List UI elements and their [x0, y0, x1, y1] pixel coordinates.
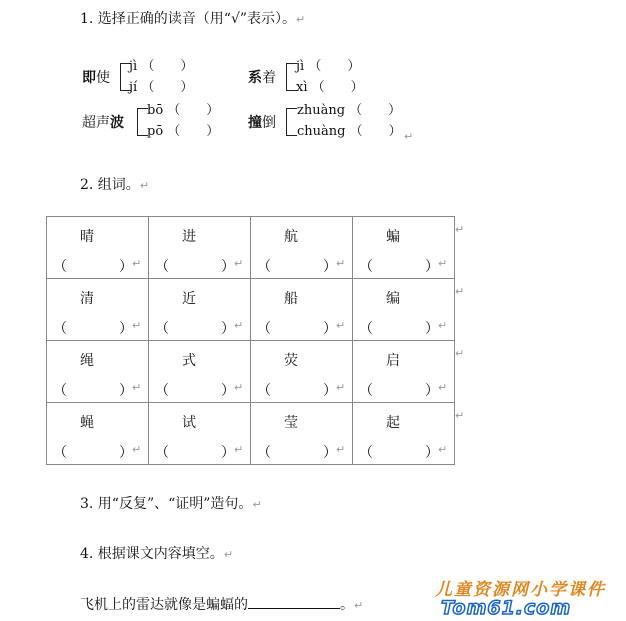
table-row: [47, 403, 455, 465]
q3-title: 3. 用“反复”、“证明”造句。↵: [80, 496, 262, 512]
paragraph-mark-icon: ↵: [404, 130, 414, 143]
row-end-mark: ↵: [455, 409, 465, 422]
table-cell: [353, 217, 455, 279]
answer-paren[interactable]: （ ） ↵: [155, 319, 244, 337]
cell-character: 进: [182, 229, 196, 245]
fill-blank[interactable]: [248, 595, 340, 609]
table-cell: [251, 403, 353, 465]
answer-paren[interactable]: （ ） ↵: [53, 443, 142, 461]
cell-character: 蝙: [386, 229, 400, 245]
q1-item-jishi-opt2[interactable]: jí （ ）: [129, 80, 194, 95]
answer-paren[interactable]: （ ） ↵: [359, 381, 448, 399]
table-cell: [149, 279, 251, 341]
table-cell: [353, 403, 455, 465]
q2-title: 2. 组词。↵: [80, 177, 150, 193]
cell-character: 蝇: [80, 415, 94, 431]
q1-item-chaoshengbo: 超声波: [82, 115, 124, 131]
q4-title: 4. 根据课文内容填空。↵: [80, 546, 234, 562]
table-cell: [149, 403, 251, 465]
cell-character: 莹: [284, 415, 298, 431]
table-cell: [251, 279, 353, 341]
row-end-mark: ↵: [455, 223, 465, 236]
table-row: [47, 217, 455, 279]
q1-item-jizhe-opt1[interactable]: jì （ ）: [296, 59, 361, 74]
answer-paren[interactable]: （ ） ↵: [155, 257, 244, 275]
cell-character: 绳: [80, 353, 94, 369]
q1-item-zhuangdao: 撞倒: [248, 115, 276, 131]
q1-item-jishi: 即使: [82, 70, 110, 86]
watermark-logo: [427, 575, 623, 619]
table-cell: [251, 217, 353, 279]
table-cell: [149, 217, 251, 279]
row-end-mark: ↵: [455, 347, 465, 360]
answer-paren[interactable]: （ ） ↵: [155, 443, 244, 461]
table-cell: [251, 341, 353, 403]
answer-paren[interactable]: （ ） ↵: [53, 319, 142, 337]
cell-character: 编: [386, 291, 400, 307]
answer-paren[interactable]: （ ） ↵: [359, 443, 448, 461]
answer-paren[interactable]: （ ） ↵: [257, 319, 346, 337]
q1-item-jizhe-opt2[interactable]: xì （ ）: [296, 80, 364, 95]
q1-item-chaoshengbo-opt1[interactable]: bō （ ）: [147, 103, 220, 118]
table-cell: [353, 341, 455, 403]
answer-paren[interactable]: （ ） ↵: [155, 381, 244, 399]
cell-character: 航: [284, 229, 298, 245]
table-cell: [47, 403, 149, 465]
answer-paren[interactable]: （ ） ↵: [257, 257, 346, 275]
answer-paren[interactable]: （ ） ↵: [53, 257, 142, 275]
q1-title: 1. 选择正确的读音（用“√”表示）。↵: [80, 11, 306, 27]
watermark-line2: Tom61.com: [441, 597, 572, 619]
answer-paren[interactable]: （ ） ↵: [359, 319, 448, 337]
table-cell: [353, 279, 455, 341]
table-cell: [149, 341, 251, 403]
table-cell: [47, 279, 149, 341]
word-table: [46, 216, 455, 465]
answer-paren[interactable]: （ ） ↵: [359, 257, 448, 275]
table-row: [47, 279, 455, 341]
table-cell: [47, 217, 149, 279]
table-row: [47, 341, 455, 403]
q4-sentence: 飞机上的雷达就像是蝙蝠的 。↵: [80, 597, 364, 613]
answer-paren[interactable]: （ ） ↵: [53, 381, 142, 399]
q1-item-jizhe: 系着: [248, 70, 276, 86]
q1-item-zhuangdao-opt1[interactable]: zhuàng （ ）: [297, 103, 402, 118]
q1-item-jishi-opt1[interactable]: jì （ ）: [129, 59, 194, 74]
cell-character: 晴: [80, 229, 94, 245]
table-cell: [47, 341, 149, 403]
q1-item-zhuangdao-opt2[interactable]: chuàng （ ）: [297, 124, 402, 139]
cell-character: 清: [80, 291, 94, 307]
cell-character: 起: [386, 415, 400, 431]
answer-paren[interactable]: （ ） ↵: [257, 381, 346, 399]
cell-character: 荧: [284, 353, 298, 369]
cell-character: 试: [182, 415, 196, 431]
row-end-mark: ↵: [455, 285, 465, 298]
watermark-line1: 儿童资源网小学课件: [435, 580, 606, 600]
cell-character: 式: [182, 353, 196, 369]
answer-paren[interactable]: （ ） ↵: [257, 443, 346, 461]
cell-character: 近: [182, 291, 196, 307]
cell-character: 启: [386, 353, 400, 369]
cell-character: 船: [284, 291, 298, 307]
q1-item-chaoshengbo-opt2[interactable]: pō （ ）: [147, 124, 220, 139]
brace-icon: [286, 108, 297, 136]
